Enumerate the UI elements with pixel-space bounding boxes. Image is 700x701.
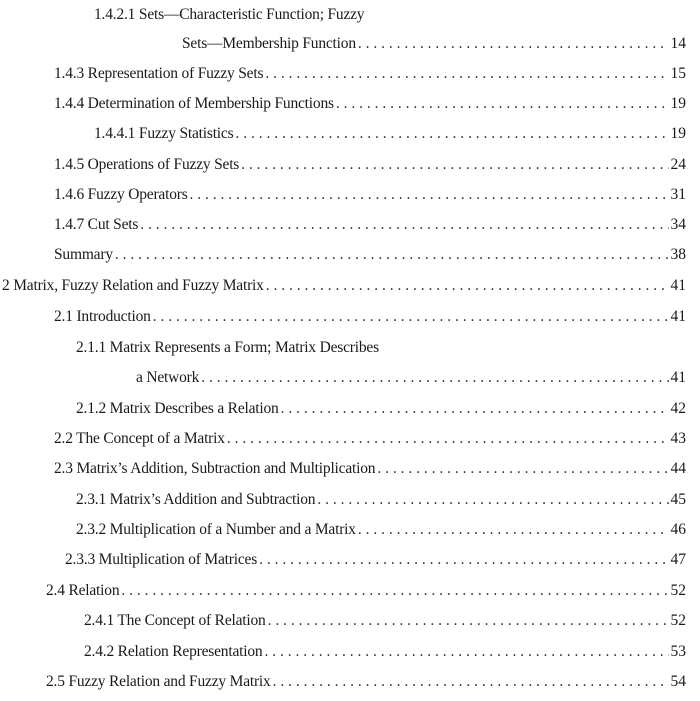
toc-entry-label: 2.2 The Concept of a Matrix xyxy=(54,430,225,447)
dot-leader xyxy=(266,275,669,297)
toc-page-number: 19 xyxy=(670,125,686,142)
dot-leader xyxy=(259,549,668,571)
toc-entry-2-5[interactable] xyxy=(46,671,686,693)
toc-entry-label: 2.5 Fuzzy Relation and Fuzzy Matrix xyxy=(46,673,271,690)
toc-page-number: 34 xyxy=(670,216,686,233)
dot-leader xyxy=(317,489,668,511)
toc-entry-label: 2.4.2 Relation Representation xyxy=(84,643,263,660)
toc-entry-2-4-1[interactable] xyxy=(84,610,686,632)
toc-page-number: 41 xyxy=(670,277,686,294)
toc-page-number: 42 xyxy=(670,400,686,417)
dot-leader xyxy=(115,244,669,266)
toc-entry-label: 2.3.3 Multiplication of Matrices xyxy=(65,551,258,568)
toc-entry-2-3[interactable] xyxy=(54,458,686,480)
toc-page-number: 52 xyxy=(670,612,686,629)
dot-leader xyxy=(268,610,669,632)
toc-entry-2-3-1[interactable] xyxy=(76,489,686,511)
dot-leader xyxy=(190,184,669,206)
dot-leader xyxy=(121,580,668,602)
toc-entry-2-2[interactable] xyxy=(54,428,686,450)
toc-entry-2-1[interactable] xyxy=(54,306,686,328)
toc-entry-1-4-5[interactable] xyxy=(54,154,686,176)
toc-entry-label: 1.4.7 Cut Sets xyxy=(54,216,139,233)
toc-page-number: 41 xyxy=(670,308,686,325)
toc-entry-1-4-4[interactable] xyxy=(54,93,686,115)
toc-entry-1-4-3[interactable] xyxy=(54,63,686,85)
dot-leader xyxy=(201,367,668,389)
toc-entry-2-3-3[interactable] xyxy=(65,549,686,571)
toc-entry-label: Summary xyxy=(54,246,113,263)
dot-leader xyxy=(336,93,669,115)
toc-page-number: 45 xyxy=(670,491,686,508)
dot-leader xyxy=(358,519,669,541)
toc-entry-2-1-1 xyxy=(76,337,379,359)
toc-page-number: 41 xyxy=(670,369,686,386)
toc-entry-1-4-4-1[interactable] xyxy=(94,123,686,145)
toc-page-number: 44 xyxy=(670,460,686,477)
toc-entry-1-4-2-1 xyxy=(94,4,364,26)
toc-page-number: 31 xyxy=(670,186,686,203)
toc-entry-label: 2.4 Relation xyxy=(46,582,120,599)
toc-page-number: 47 xyxy=(670,551,686,568)
toc-entry-2-4-2[interactable] xyxy=(84,641,686,663)
toc-entry-2-1-1-cont[interactable] xyxy=(136,367,686,389)
toc-entry-label: 2.1.2 Matrix Describes a Relation xyxy=(76,400,279,417)
toc-entry-label: 1.4.4.1 Fuzzy Statistics xyxy=(94,125,234,142)
dot-leader xyxy=(235,123,668,145)
dot-leader xyxy=(264,641,668,663)
toc-entry-1-4-7[interactable] xyxy=(54,214,686,236)
toc-page-number: 15 xyxy=(670,65,686,82)
dot-leader xyxy=(265,63,668,85)
toc-entry-label: 1.4.2.1 Sets—Characteristic Function; Fuzzy xyxy=(94,6,365,23)
toc-page-number: 46 xyxy=(670,521,686,538)
toc-entry-1-4-6[interactable] xyxy=(54,184,686,206)
toc-entry-label: 2.1.1 Matrix Represents a Form; Matrix Describes xyxy=(76,339,379,356)
toc-entry-label: 1.4.6 Fuzzy Operators xyxy=(54,186,188,203)
toc-entry-label: 1.4.4 Determination of Membership Functions xyxy=(54,95,334,112)
toc-page-number: 43 xyxy=(670,430,686,447)
toc-page-number: 54 xyxy=(670,673,686,690)
toc-entry-label: 2.4.1 The Concept of Relation xyxy=(84,612,266,629)
dot-leader xyxy=(140,214,668,236)
dot-leader xyxy=(377,458,668,480)
toc-page-number: 14 xyxy=(670,35,686,52)
toc-entry-summary[interactable] xyxy=(54,244,686,266)
toc-page-number: 19 xyxy=(670,95,686,112)
toc-entry-chapter-2[interactable] xyxy=(2,275,686,297)
dot-leader xyxy=(241,154,668,176)
toc-entry-label: 2.1 Introduction xyxy=(54,308,151,325)
toc-page-number: 53 xyxy=(670,643,686,660)
toc-entry-label: 2.3.1 Matrix’s Addition and Subtraction xyxy=(76,491,316,508)
toc-page-number: 52 xyxy=(670,582,686,599)
toc-entry-label: 1.4.5 Operations of Fuzzy Sets xyxy=(54,156,240,173)
dot-leader xyxy=(273,671,669,693)
toc-entry-2-1-2[interactable] xyxy=(76,398,686,420)
toc-entry-label: 2.3.2 Multiplication of a Number and a Matrix xyxy=(76,521,356,538)
dot-leader xyxy=(358,33,669,55)
dot-leader xyxy=(281,398,669,420)
toc-entry-label: 2 Matrix, Fuzzy Relation and Fuzzy Matrix xyxy=(2,277,264,294)
toc-entry-1-4-2-1-cont[interactable] xyxy=(182,33,686,55)
toc-entry-2-4[interactable] xyxy=(46,580,686,602)
dot-leader xyxy=(153,306,669,328)
toc-entry-label: a Network xyxy=(136,369,200,386)
toc-page-number: 24 xyxy=(670,156,686,173)
dot-leader xyxy=(227,428,669,450)
toc-page-number: 38 xyxy=(670,246,686,263)
toc-entry-label: Sets—Membership Function xyxy=(182,35,356,52)
toc-entry-2-3-2[interactable] xyxy=(76,519,686,541)
toc-entry-label: 1.4.3 Representation of Fuzzy Sets xyxy=(54,65,264,82)
toc-entry-label: 2.3 Matrix’s Addition, Subtraction and Multiplication xyxy=(54,460,376,477)
